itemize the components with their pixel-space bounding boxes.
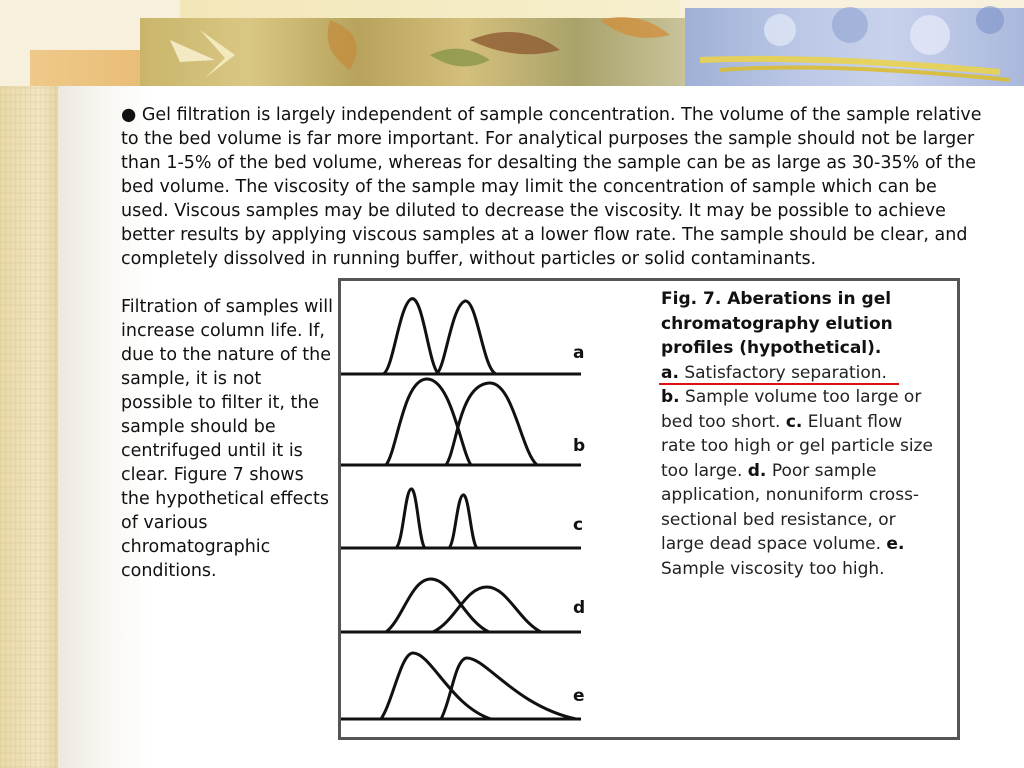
row-label-b: b [573,436,586,456]
main-paragraph: ● Gel filtration is largely independent of sample concentration. The volume of the sample relative to the bed volume is far more important. For analytical purposes the sample should not be larger than 1-5% of the bed volume, whereas for desalting the sample can be as large as 30-35% of the bed volume. The viscosity of the sample may limit the concentration of sample which can be used. Viscous samples may be diluted to decrease the viscosity. It may be possible to achieve better results by applying viscous samples at a lower flow rate. The sample should be clear, and completely dissolved in running buffer, without particles or solid contaminants. [121,105,982,269]
peak-a2 [436,301,496,374]
caption-letter-a: a. [661,362,679,383]
caption-title: Fig. 7. Aberations in gel chromatography elution profiles (hypothetical). [661,289,893,358]
caption-text-e: Sample viscosity too high. [661,558,885,579]
peak-e1 [381,653,491,719]
caption-text-d: Poor sample application, nonuniform cross-sectional bed resistance, or large dead space volume. [661,460,920,554]
red-underline [659,383,899,385]
side-paragraph: Filtration of samples will increase column life. If, due to the nature of the sample, it is not possible to filter it, the sample should be centrifuged until it is clear. Figure 7 shows the hypothetical effects of various chromatographic conditions. [121,297,334,581]
caption-text-a: Satisfactory separation. [684,362,887,383]
peak-d2 [433,587,541,632]
row-label-d: d [573,598,586,618]
row-label-e: e [573,686,585,706]
peak-a1 [383,299,439,374]
peak-c1 [396,489,425,548]
row-label-a: a [573,343,585,363]
decorative-banner [0,0,1024,86]
peak-c2 [449,495,477,548]
figure-7 [338,278,960,740]
peak-d1 [386,579,489,632]
caption-text-c: Eluant flow rate too high or gel particle size too large. [661,411,933,481]
caption-letter-e: e. [886,534,905,554]
figure-caption [661,287,933,581]
caption-letter-c: c. [785,411,803,432]
caption-text-b: Sample volume too large or bed too short. [661,387,922,432]
row-label-c: c [573,515,584,535]
peak-b2 [446,383,537,465]
banner-decoration [0,0,1024,86]
paper-texture-strip [0,0,58,768]
caption-letter-d: d. [747,460,767,481]
caption-letter-b: b. [661,387,680,407]
peak-e2 [441,658,576,719]
